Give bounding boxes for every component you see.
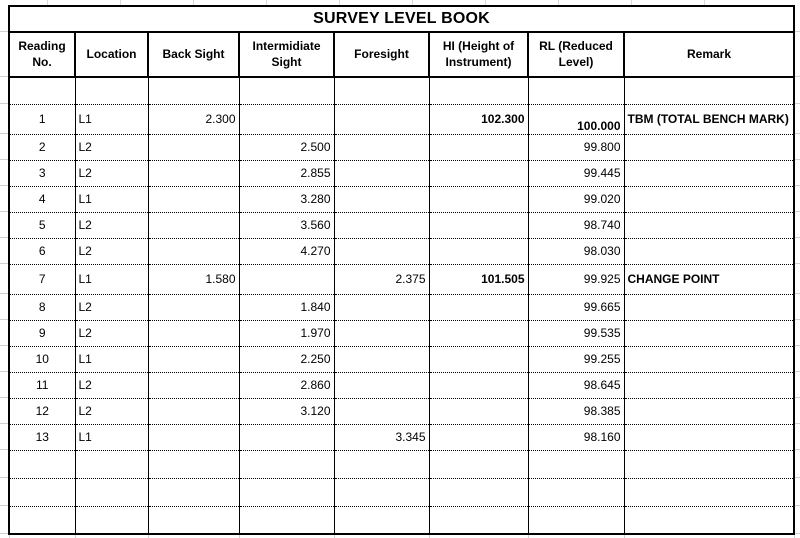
col-header-intermediate_sight[interactable] (239, 32, 334, 77)
empty-cell-reading_no[interactable] (9, 506, 75, 534)
table-body (9, 77, 794, 534)
empty-cell-hi[interactable] (429, 506, 528, 534)
cell-intermediate_sight-row-11[interactable]: 2.860 (239, 372, 334, 398)
cell-reading_no-row-4[interactable]: 4 (9, 186, 75, 212)
sheet-gridline-stub (795, 319, 800, 320)
col-header-line: Instrument) (445, 54, 512, 69)
sheet-gridline-stub (795, 423, 800, 424)
cell-intermediate_sight-row-5[interactable]: 3.560 (239, 212, 334, 238)
cell-reading_no-row-9[interactable]: 9 (9, 320, 75, 346)
empty-cell-reading_no[interactable] (9, 478, 75, 506)
cell-intermediate_sight-row-9[interactable]: 1.970 (239, 320, 334, 346)
cell-rl-row-7[interactable]: 99.925 (528, 264, 624, 294)
sheet-gridline-stub (0, 345, 8, 346)
cell-intermediate_sight-row-12[interactable]: 3.120 (239, 398, 334, 424)
cell-reading_no-row-5[interactable]: 5 (9, 212, 75, 238)
sheet-gridline-stub (0, 371, 8, 372)
cell-hi-row-2[interactable] (429, 134, 528, 160)
cell-intermediate_sight-row-3[interactable]: 2.855 (239, 160, 334, 186)
col-header-rl[interactable] (528, 32, 624, 77)
cell-remark-row-13[interactable] (624, 424, 794, 450)
sheet-gridline-stub (0, 423, 8, 424)
empty-cell-intermediate_sight[interactable] (239, 506, 334, 534)
cell-back_sight-row-8[interactable] (148, 294, 239, 320)
empty-cell-reading_no[interactable] (9, 77, 75, 104)
col-header-location[interactable] (75, 32, 148, 77)
sheet-gridline-stub (0, 159, 8, 160)
sheet-gridline-stub (795, 371, 800, 372)
cell-intermediate_sight-row-6[interactable]: 4.270 (239, 238, 334, 264)
cell-foresight-row-12[interactable] (334, 398, 429, 424)
cell-foresight-row-13[interactable]: 3.345 (334, 424, 429, 450)
cell-rl-row-6[interactable]: 98.030 (528, 238, 624, 264)
table-title-cell[interactable]: SURVEY LEVEL BOOK (9, 6, 794, 32)
cell-reading_no-row-12[interactable]: 12 (9, 398, 75, 424)
empty-cell-intermediate_sight[interactable] (239, 450, 334, 478)
sheet-gridline-stub (795, 133, 800, 134)
cell-foresight-row-2[interactable] (334, 134, 429, 160)
sheet-gridline-stub (795, 533, 800, 534)
leading-empty-row (9, 77, 794, 104)
cell-rl-row-5[interactable]: 98.740 (528, 212, 624, 238)
sheet-gridline-stub (795, 159, 800, 160)
reading-row-9 (9, 320, 794, 346)
cell-location-row-8[interactable]: L2 (75, 294, 148, 320)
cell-reading_no-row-3[interactable]: 3 (9, 160, 75, 186)
cell-reading_no-row-11[interactable]: 11 (9, 372, 75, 398)
sheet-gridline-stub (0, 533, 8, 534)
empty-cell-rl[interactable] (528, 77, 624, 104)
cell-remark-row-2[interactable] (624, 134, 794, 160)
cell-back_sight-row-5[interactable] (148, 212, 239, 238)
empty-cell-hi[interactable] (429, 478, 528, 506)
col-header-line: Reading (18, 38, 66, 53)
col-header-reading_no[interactable] (9, 32, 75, 77)
col-header-line: Intermidiate (252, 38, 321, 53)
cell-location-row-13[interactable]: L1 (75, 424, 148, 450)
cell-remark-row-4[interactable] (624, 186, 794, 212)
cell-hi-row-11[interactable] (429, 372, 528, 398)
sheet-gridline-stub (0, 31, 8, 32)
empty-cell-rl[interactable] (528, 478, 624, 506)
cell-back_sight-row-2[interactable] (148, 134, 239, 160)
sheet-gridline-stub (795, 505, 800, 506)
col-header-line: HI (Height of (442, 38, 515, 53)
cell-rl-row-12[interactable]: 98.385 (528, 398, 624, 424)
trailing-empty-row (9, 506, 794, 534)
cell-intermediate_sight-row-4[interactable]: 3.280 (239, 186, 334, 212)
sheet-gridline-stub (0, 211, 8, 212)
cell-hi-row-5[interactable] (429, 212, 528, 238)
reading-row-2 (9, 134, 794, 160)
cell-reading_no-row-10[interactable]: 10 (9, 346, 75, 372)
col-header-line: Foresight (354, 46, 409, 61)
cell-reading_no-row-6[interactable]: 6 (9, 238, 75, 264)
sheet-gridline-stub (795, 345, 800, 346)
sheet-gridline-stub (795, 263, 800, 264)
cell-rl-row-4[interactable]: 99.020 (528, 186, 624, 212)
empty-cell-hi[interactable] (429, 450, 528, 478)
cell-location-row-1[interactable]: L1 (75, 104, 148, 134)
sheet-gridline-stub (0, 133, 8, 134)
cell-back_sight-row-4[interactable] (148, 186, 239, 212)
cell-remark-row-11[interactable] (624, 372, 794, 398)
col-header-line: No. (32, 54, 52, 69)
empty-cell-remark[interactable] (624, 77, 794, 104)
reading-row-11 (9, 372, 794, 398)
cell-intermediate_sight-row-2[interactable]: 2.500 (239, 134, 334, 160)
survey-level-book-table (8, 5, 795, 535)
cell-hi-row-13[interactable] (429, 424, 528, 450)
empty-cell-intermediate_sight[interactable] (239, 478, 334, 506)
sheet-gridline-stub (0, 263, 8, 264)
sheet-gridline-stub (795, 397, 800, 398)
sheet-gridline-stub (0, 397, 8, 398)
cell-foresight-row-8[interactable] (334, 294, 429, 320)
cell-back_sight-row-3[interactable] (148, 160, 239, 186)
col-header-line: Location (86, 46, 137, 61)
empty-cell-back_sight[interactable] (148, 450, 239, 478)
cell-foresight-row-1[interactable] (334, 104, 429, 134)
col-header-line: Remark (687, 46, 732, 61)
cell-hi-row-1[interactable]: 102.300 (429, 104, 528, 134)
cell-foresight-row-7[interactable]: 2.375 (334, 264, 429, 294)
cell-intermediate_sight-row-8[interactable]: 1.840 (239, 294, 334, 320)
empty-cell-back_sight[interactable] (148, 478, 239, 506)
cell-hi-row-10[interactable] (429, 346, 528, 372)
reading-row-4 (9, 186, 794, 212)
sheet-gridline-stub (795, 31, 800, 32)
cell-remark-row-9[interactable] (624, 320, 794, 346)
cell-reading_no-row-2[interactable]: 2 (9, 134, 75, 160)
cell-intermediate_sight-row-13[interactable] (239, 424, 334, 450)
cell-back_sight-row-10[interactable] (148, 346, 239, 372)
trailing-empty-row (9, 478, 794, 506)
sheet-gridline-stub (0, 76, 8, 77)
cell-back_sight-row-6[interactable] (148, 238, 239, 264)
cell-rl-row-11[interactable]: 98.645 (528, 372, 624, 398)
empty-cell-rl[interactable] (528, 506, 624, 534)
reading-row-6 (9, 238, 794, 264)
table-head (9, 6, 794, 77)
cell-hi-row-9[interactable] (429, 320, 528, 346)
cell-location-row-4[interactable]: L1 (75, 186, 148, 212)
cell-remark-row-8[interactable] (624, 294, 794, 320)
cell-reading_no-row-1[interactable]: 1 (9, 104, 75, 134)
empty-cell-location[interactable] (75, 478, 148, 506)
cell-intermediate_sight-row-1[interactable] (239, 104, 334, 134)
empty-cell-hi[interactable] (429, 77, 528, 104)
cell-foresight-row-11[interactable] (334, 372, 429, 398)
empty-cell-rl[interactable] (528, 450, 624, 478)
sheet-gridline-stub (795, 293, 800, 294)
cell-foresight-row-6[interactable] (334, 238, 429, 264)
empty-cell-foresight[interactable] (334, 77, 429, 104)
cell-rl-row-1[interactable]: 100.000 (528, 104, 624, 134)
cell-intermediate_sight-row-10[interactable]: 2.250 (239, 346, 334, 372)
cell-remark-row-12[interactable] (624, 398, 794, 424)
cell-location-row-12[interactable]: L2 (75, 398, 148, 424)
cell-hi-row-6[interactable] (429, 238, 528, 264)
cell-foresight-row-9[interactable] (334, 320, 429, 346)
empty-cell-reading_no[interactable] (9, 450, 75, 478)
empty-cell-foresight[interactable] (334, 478, 429, 506)
empty-cell-remark[interactable] (624, 450, 794, 478)
empty-cell-foresight[interactable] (334, 450, 429, 478)
cell-hi-row-7[interactable]: 101.505 (429, 264, 528, 294)
cell-remark-row-7[interactable]: CHANGE POINT (624, 264, 794, 294)
reading-row-13 (9, 424, 794, 450)
empty-cell-back_sight[interactable] (148, 77, 239, 104)
cell-hi-row-3[interactable] (429, 160, 528, 186)
empty-cell-foresight[interactable] (334, 506, 429, 534)
empty-cell-location[interactable] (75, 506, 148, 534)
sheet-gridline-stub (0, 505, 8, 506)
col-header-foresight[interactable] (334, 32, 429, 77)
col-header-line: Sight (271, 54, 302, 69)
cell-back_sight-row-9[interactable] (148, 320, 239, 346)
empty-cell-intermediate_sight[interactable] (239, 77, 334, 104)
trailing-empty-row (9, 450, 794, 478)
cell-remark-row-6[interactable] (624, 238, 794, 264)
sheet-gridline-stub (795, 185, 800, 186)
cell-remark-row-5[interactable] (624, 212, 794, 238)
cell-remark-row-10[interactable] (624, 346, 794, 372)
cell-back_sight-row-1[interactable]: 2.300 (148, 104, 239, 134)
cell-hi-row-12[interactable] (429, 398, 528, 424)
cell-location-row-2[interactable]: L2 (75, 134, 148, 160)
sheet-gridline-stub (795, 449, 800, 450)
cell-back_sight-row-11[interactable] (148, 372, 239, 398)
sheet-gridline-stub (0, 103, 8, 104)
cell-reading_no-row-13[interactable]: 13 (9, 424, 75, 450)
cell-remark-row-1[interactable]: TBM (TOTAL BENCH MARK) (624, 104, 794, 134)
reading-row-5 (9, 212, 794, 238)
sheet-gridline-stub (0, 319, 8, 320)
header-row (9, 32, 794, 77)
col-header-line: RL (Reduced (539, 38, 613, 53)
cell-hi-row-4[interactable] (429, 186, 528, 212)
empty-cell-location[interactable] (75, 450, 148, 478)
reading-row-8 (9, 294, 794, 320)
cell-location-row-5[interactable]: L2 (75, 212, 148, 238)
empty-cell-remark[interactable] (624, 478, 794, 506)
sheet-gridline-stub (795, 477, 800, 478)
cell-rl-row-8[interactable]: 99.665 (528, 294, 624, 320)
cell-location-row-3[interactable]: L2 (75, 160, 148, 186)
empty-cell-back_sight[interactable] (148, 506, 239, 534)
col-header-back_sight[interactable] (148, 32, 239, 77)
cell-location-row-10[interactable]: L1 (75, 346, 148, 372)
cell-intermediate_sight-row-7[interactable] (239, 264, 334, 294)
col-header-line: Back Sight (162, 46, 225, 61)
sheet-gridline-stub (0, 293, 8, 294)
sheet-gridline-stub (0, 237, 8, 238)
empty-cell-location[interactable] (75, 77, 148, 104)
cell-reading_no-row-7[interactable]: 7 (9, 264, 75, 294)
cell-rl-row-13[interactable]: 98.160 (528, 424, 624, 450)
cell-rl-row-2[interactable]: 99.800 (528, 134, 624, 160)
cell-foresight-row-3[interactable] (334, 160, 429, 186)
cell-rl-row-9[interactable]: 99.535 (528, 320, 624, 346)
sheet-gridline-stub (0, 477, 8, 478)
reading-row-3 (9, 160, 794, 186)
reading-row-12 (9, 398, 794, 424)
cell-reading_no-row-8[interactable]: 8 (9, 294, 75, 320)
cell-remark-row-3[interactable] (624, 160, 794, 186)
cell-location-row-6[interactable]: L2 (75, 238, 148, 264)
sheet-gridline-stub (0, 449, 8, 450)
col-header-hi[interactable] (429, 32, 528, 77)
reading-row-1 (9, 104, 794, 134)
cell-location-row-9[interactable]: L2 (75, 320, 148, 346)
reading-row-7 (9, 264, 794, 294)
cell-rl-row-10[interactable]: 99.255 (528, 346, 624, 372)
cell-foresight-row-5[interactable] (334, 212, 429, 238)
title-row (9, 6, 794, 32)
cell-foresight-row-10[interactable] (334, 346, 429, 372)
cell-rl-row-3[interactable]: 99.445 (528, 160, 624, 186)
cell-back_sight-row-12[interactable] (148, 398, 239, 424)
cell-location-row-7[interactable]: L1 (75, 264, 148, 294)
col-header-remark[interactable] (624, 32, 794, 77)
cell-hi-row-8[interactable] (429, 294, 528, 320)
cell-foresight-row-4[interactable] (334, 186, 429, 212)
sheet-gridline-stub (795, 76, 800, 77)
cell-back_sight-row-13[interactable] (148, 424, 239, 450)
col-header-line: Level) (558, 54, 594, 69)
sheet-gridline-stub (795, 237, 800, 238)
reading-row-10 (9, 346, 794, 372)
cell-back_sight-row-7[interactable]: 1.580 (148, 264, 239, 294)
sheet-gridline-stub (795, 103, 800, 104)
sheet-gridline-stub (795, 211, 800, 212)
empty-cell-remark[interactable] (624, 506, 794, 534)
sheet-gridline-stub (0, 185, 8, 186)
cell-location-row-11[interactable]: L2 (75, 372, 148, 398)
